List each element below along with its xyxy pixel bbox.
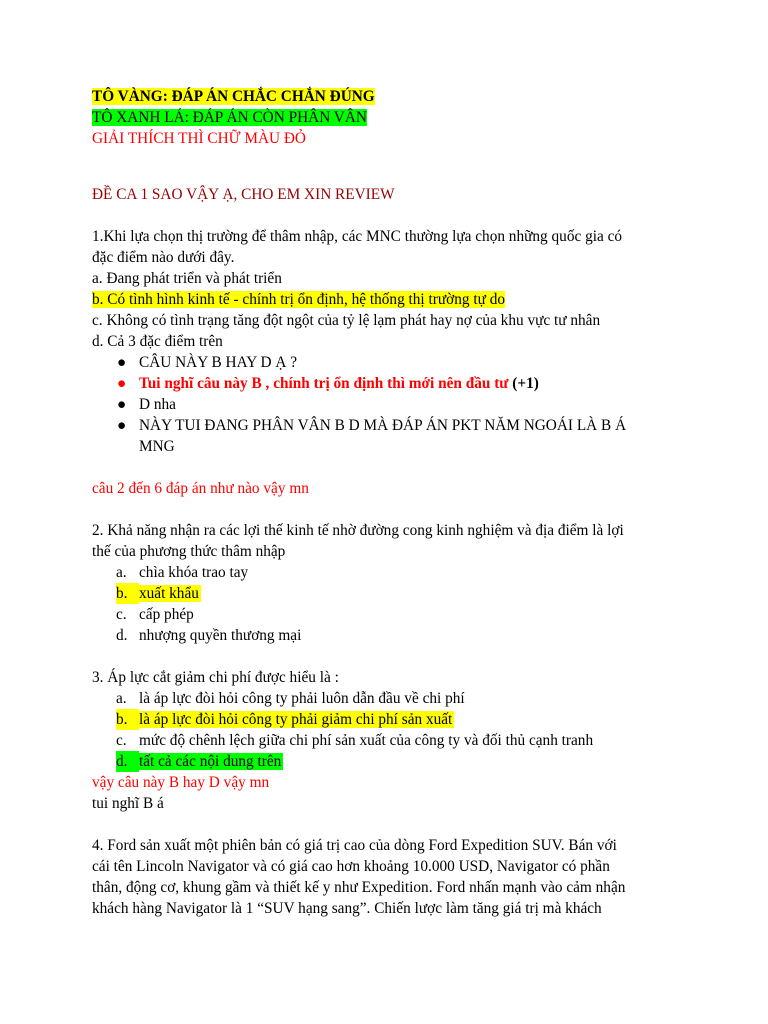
q1-comment-list	[92, 352, 692, 457]
q1-comment-3	[117, 394, 692, 415]
q2-options	[92, 562, 692, 646]
q2-option-a-marker: a.	[116, 564, 127, 581]
q3-option-d-text: tất cả các nội dung trên	[139, 753, 282, 770]
spacer	[92, 646, 692, 667]
q1-option-c: c. Không có tình trạng tăng đột ngột của tỷ lệ lạm phát hay nợ của khu vực tư nhân	[92, 312, 601, 329]
legend-yellow-line	[92, 86, 692, 107]
q2-option-b-marker: b.	[116, 585, 128, 602]
q1-comment-1	[117, 352, 692, 373]
q1-comment-4-line-1: NÀY TUI ĐANG PHÂN VÂN B D MÀ ĐÁP ÁN PKT NĂM NGOÁI LÀ B Á	[139, 417, 627, 434]
q3-option-c-text: mức độ chênh lệch giữa chi phí sản xuất của công ty và đối thủ cạnh tranh	[139, 732, 594, 749]
q2-option-c-text: cấp phép	[139, 606, 194, 623]
q1-comment-2-text: Tui nghĩ câu này B , chính trị ổn định thì mới nên đầu tư	[139, 375, 509, 392]
q1-comment-2-suffix: (+1)	[508, 375, 539, 392]
spacer	[92, 499, 692, 520]
spacer	[92, 457, 692, 478]
q3-option-c	[116, 730, 692, 751]
q3-options	[92, 688, 692, 772]
legend-yellow: TÔ VÀNG: ĐÁP ÁN CHẮC CHẮN ĐÚNG	[92, 88, 375, 105]
q2-option-a	[116, 562, 692, 583]
q1-comment-2	[117, 373, 692, 394]
q1-question-line-1: 1.Khi lựa chọn thị trường để thâm nhập, các MNC thường lựa chọn những quốc gia có	[92, 228, 623, 245]
q3-option-b	[116, 709, 692, 730]
heading: ĐỀ CA 1 SAO VẬY Ạ, CHO EM XIN REVIEW	[92, 186, 395, 203]
q3-option-a	[116, 688, 692, 709]
bullet-icon: ●	[117, 417, 127, 434]
q3-question: 3. Áp lực cắt giảm chi phí được hiểu là :	[92, 669, 339, 686]
q1-question-line-2: đặc điểm nào dưới đây.	[92, 249, 235, 266]
spacer	[92, 149, 692, 184]
q4-line-4: khách hàng Navigator là 1 “SUV hạng sang”. Chiến lược làm tăng giá trị mà khách	[92, 900, 602, 917]
q1-comment-3-text: D nha	[139, 396, 176, 413]
q1-option-a: a. Đang phát triển và phát triển	[92, 270, 282, 287]
document-content	[92, 86, 692, 919]
spacer	[92, 814, 692, 835]
q3-option-a-text: là áp lực đòi hỏi công ty phải luôn dẫn đầu về chi phí	[139, 690, 465, 707]
legend-red: GIẢI THÍCH THÌ CHỮ MÀU ĐỎ	[92, 130, 306, 147]
q2-option-d-marker: d.	[116, 627, 128, 644]
bullet-icon: ●	[117, 375, 127, 392]
bullet-icon: ●	[117, 396, 127, 413]
q2-question-line-2: thế của phương thức thâm nhập	[92, 543, 286, 560]
q2-question-line-1: 2. Khả năng nhận ra các lợi thế kinh tế nhờ đường cong kinh nghiệm và địa điểm là lợi	[92, 522, 624, 539]
q2-option-b	[116, 583, 692, 604]
bullet-icon: ●	[117, 354, 127, 371]
q2-option-d	[116, 625, 692, 646]
q1-option-b-line	[92, 289, 692, 310]
note-q2-6: câu 2 đến 6 đáp án như nào vậy mn	[92, 480, 309, 497]
q1-comment-4-line-2: MNG	[139, 438, 175, 455]
legend-green-line	[92, 107, 692, 128]
q4-line-3: thân, động cơ, khung gầm và thiết kế y như Expedition. Ford nhấn mạnh vào cảm nhận	[92, 879, 626, 896]
q3-comment: tui nghĩ B á	[92, 795, 164, 812]
q2-option-c-marker: c.	[116, 606, 127, 623]
q2-option-b-text: xuất khẩu	[139, 585, 199, 602]
q2-option-a-text: chìa khóa trao tay	[139, 564, 249, 581]
q3-option-d	[116, 751, 692, 772]
q3-option-b-marker: b.	[116, 711, 128, 728]
q2-option-d-text: nhượng quyền thương mại	[139, 627, 302, 644]
spacer	[92, 205, 692, 226]
q1-option-b: b. Có tình hình kinh tế - chính trị ổn định, hệ thống thị trường tự do	[92, 291, 506, 308]
q3-option-b-text: là áp lực đòi hỏi công ty phải giảm chi phí sản xuất	[139, 711, 453, 728]
q3-comment-red: vậy câu này B hay D vậy mn	[92, 774, 270, 791]
q1-comment-4	[117, 415, 692, 457]
q1-option-d: d. Cả 3 đặc điểm trên	[92, 333, 223, 350]
q3-option-d-marker: d.	[116, 753, 128, 770]
q3-option-a-marker: a.	[116, 690, 127, 707]
q4-line-2: cái tên Lincoln Navigator và có giá cao hơn khoảng 10.000 USD, Navigator có phần	[92, 858, 610, 875]
q3-option-c-marker: c.	[116, 732, 127, 749]
q2-option-c	[116, 604, 692, 625]
legend-green: TÔ XANH LÁ: ĐÁP ÁN CÒN PHÂN VÂN	[92, 109, 367, 126]
q1-comment-1-text: CÂU NÀY B HAY D Ạ ?	[139, 354, 298, 371]
q4-line-1: 4. Ford sản xuất một phiên bản có giá trị cao của dòng Ford Expedition SUV. Bán với	[92, 837, 617, 854]
